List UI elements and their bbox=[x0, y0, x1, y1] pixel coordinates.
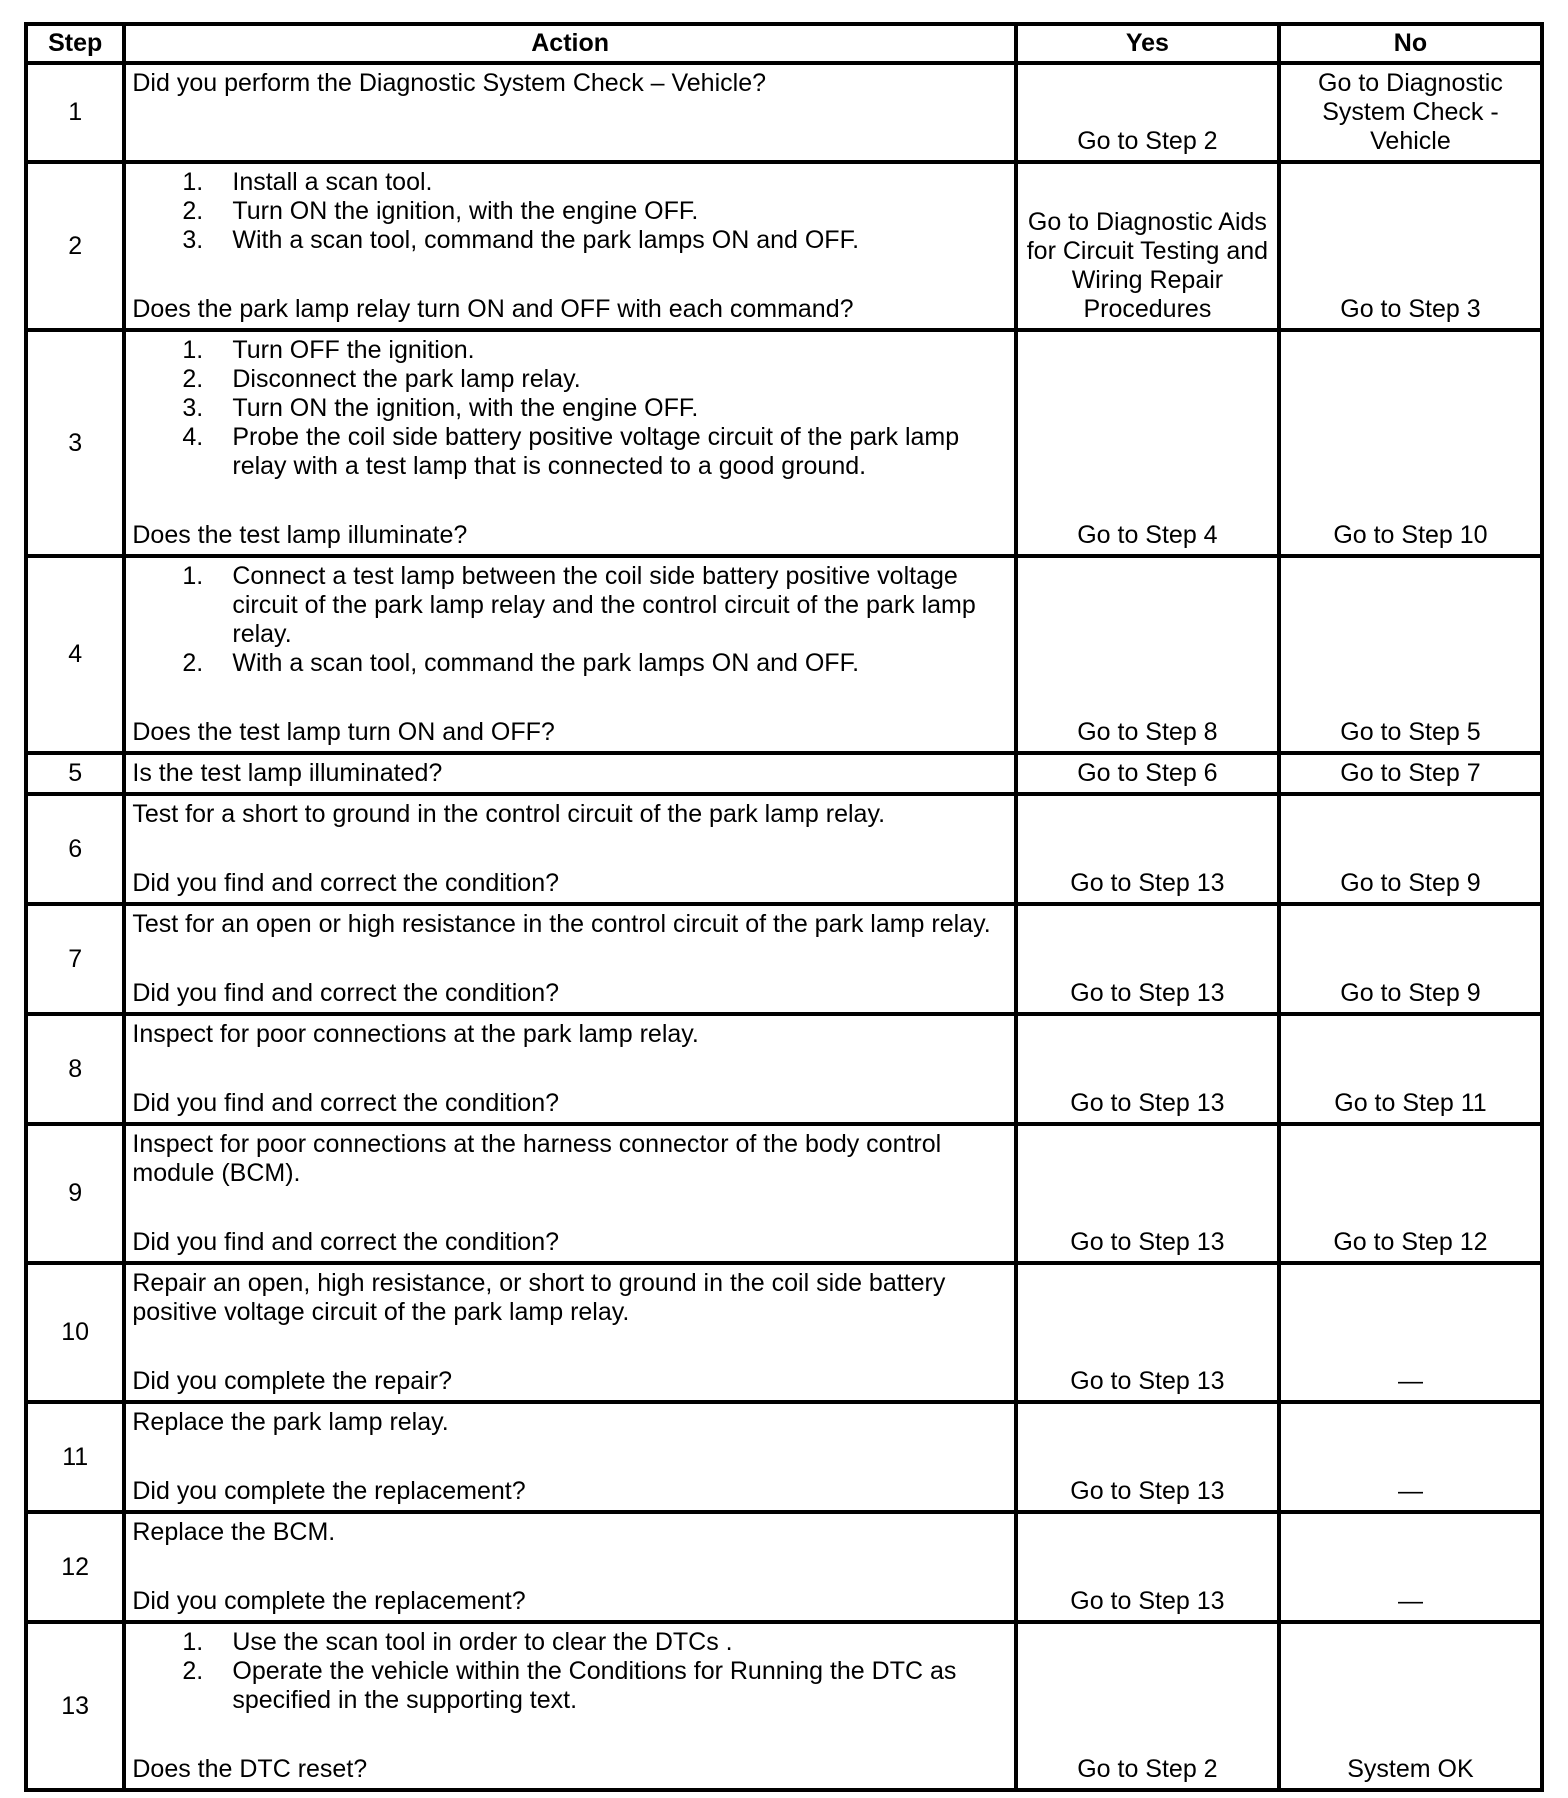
substep-number: 1. bbox=[182, 168, 204, 196]
action-cell bbox=[124, 1124, 1016, 1263]
action-text: Inspect for poor connections at the harness connector of the body control module (BCM). bbox=[132, 1130, 942, 1187]
header-step: Step bbox=[26, 24, 124, 63]
step-number: 6 bbox=[26, 794, 124, 904]
substep bbox=[132, 1657, 1008, 1715]
action-cell bbox=[124, 1512, 1016, 1622]
no-cell: Go to Step 5 bbox=[1279, 556, 1542, 753]
question-text: Did you complete the replacement? bbox=[132, 1587, 526, 1615]
no-cell: Go to Step 7 bbox=[1279, 753, 1542, 794]
step-number: 5 bbox=[26, 753, 124, 794]
substep-number: 1. bbox=[182, 1628, 204, 1656]
substep-text: Disconnect the park lamp relay. bbox=[232, 365, 581, 393]
step-number: 1 bbox=[26, 63, 124, 162]
substep-number: 1. bbox=[182, 336, 204, 364]
substep-text: Use the scan tool in order to clear the DTCs . bbox=[232, 1628, 733, 1656]
yes-cell: Go to Step 13 bbox=[1016, 1512, 1279, 1622]
action-cell bbox=[124, 753, 1016, 794]
step-number: 3 bbox=[26, 330, 124, 556]
yes-cell: Go to Step 2 bbox=[1016, 63, 1279, 162]
substep-text: Turn OFF the ignition. bbox=[232, 336, 475, 364]
step-number: 4 bbox=[26, 556, 124, 753]
no-cell: Go to Step 9 bbox=[1279, 904, 1542, 1014]
yes-cell: Go to Step 13 bbox=[1016, 1402, 1279, 1512]
table-row bbox=[26, 1124, 1542, 1263]
header-yes: Yes bbox=[1016, 24, 1279, 63]
substep-number: 2. bbox=[182, 197, 204, 225]
step-number: 7 bbox=[26, 904, 124, 1014]
substep bbox=[132, 365, 1008, 394]
table-row bbox=[26, 1014, 1542, 1124]
action-cell bbox=[124, 1263, 1016, 1402]
table-row bbox=[26, 753, 1542, 794]
action-text: Is the test lamp illuminated? bbox=[132, 759, 443, 787]
substep-text: Turn ON the ignition, with the engine OFF. bbox=[232, 394, 699, 422]
diagnostic-table bbox=[24, 22, 1544, 1792]
table-row bbox=[26, 330, 1542, 556]
substep-number: 3. bbox=[182, 394, 204, 422]
yes-cell: Go to Step 13 bbox=[1016, 794, 1279, 904]
table-row bbox=[26, 1263, 1542, 1402]
question-text: Does the park lamp relay turn ON and OFF with each command? bbox=[132, 295, 854, 323]
step-number: 12 bbox=[26, 1512, 124, 1622]
table-row bbox=[26, 1512, 1542, 1622]
table-row bbox=[26, 63, 1542, 162]
action-cell bbox=[124, 904, 1016, 1014]
yes-cell: Go to Step 8 bbox=[1016, 556, 1279, 753]
yes-cell: Go to Step 13 bbox=[1016, 1263, 1279, 1402]
action-text: Test for a short to ground in the control circuit of the park lamp relay. bbox=[132, 800, 886, 828]
substep-number: 2. bbox=[182, 649, 204, 677]
yes-cell: Go to Step 6 bbox=[1016, 753, 1279, 794]
substep bbox=[132, 649, 1008, 678]
table-row bbox=[26, 556, 1542, 753]
step-number: 2 bbox=[26, 162, 124, 330]
question-text: Did you find and correct the condition? bbox=[132, 1089, 560, 1117]
question-text: Does the DTC reset? bbox=[132, 1755, 368, 1783]
table-row bbox=[26, 162, 1542, 330]
yes-cell: Go to Step 13 bbox=[1016, 1124, 1279, 1263]
substep-text: Connect a test lamp between the coil side battery positive voltage circuit of the park lamp relay and the control circuit of the park lamp relay. bbox=[232, 562, 976, 648]
yes-cell: Go to Diagnostic Aids for Circuit Testing and Wiring Repair Procedures bbox=[1016, 162, 1279, 330]
substep-list bbox=[132, 164, 1008, 255]
no-cell: Go to Diagnostic System Check - Vehicle bbox=[1279, 63, 1542, 162]
step-number: 9 bbox=[26, 1124, 124, 1263]
yes-cell: Go to Step 13 bbox=[1016, 904, 1279, 1014]
question-text: Did you complete the repair? bbox=[132, 1367, 452, 1395]
action-text: Replace the BCM. bbox=[132, 1518, 336, 1546]
question-text: Did you complete the replacement? bbox=[132, 1477, 526, 1505]
action-text: Test for an open or high resistance in the control circuit of the park lamp relay. bbox=[132, 910, 991, 938]
table-row bbox=[26, 794, 1542, 904]
step-number: 10 bbox=[26, 1263, 124, 1402]
substep-text: With a scan tool, command the park lamps ON and OFF. bbox=[232, 649, 860, 677]
substep-number: 2. bbox=[182, 1657, 204, 1685]
no-cell: Go to Step 12 bbox=[1279, 1124, 1542, 1263]
step-number: 11 bbox=[26, 1402, 124, 1512]
substep-list bbox=[132, 558, 1008, 678]
action-cell bbox=[124, 1014, 1016, 1124]
substep-list bbox=[132, 1624, 1008, 1715]
substep bbox=[132, 1628, 1008, 1657]
substep bbox=[132, 226, 1008, 255]
header-row bbox=[26, 24, 1542, 63]
yes-cell: Go to Step 13 bbox=[1016, 1014, 1279, 1124]
substep bbox=[132, 423, 1008, 481]
substep bbox=[132, 562, 1008, 649]
header-action: Action bbox=[124, 24, 1016, 63]
question-text: Does the test lamp turn ON and OFF? bbox=[132, 718, 555, 746]
substep-text: Probe the coil side battery positive voltage circuit of the park lamp relay with a test lamp that is connected to a good ground. bbox=[232, 423, 960, 480]
no-cell: — bbox=[1279, 1263, 1542, 1402]
substep-text: With a scan tool, command the park lamps ON and OFF. bbox=[232, 226, 860, 254]
action-cell bbox=[124, 794, 1016, 904]
header-no: No bbox=[1279, 24, 1542, 63]
action-text: Inspect for poor connections at the park lamp relay. bbox=[132, 1020, 699, 1048]
yes-cell: Go to Step 2 bbox=[1016, 1622, 1279, 1790]
question-text: Did you find and correct the condition? bbox=[132, 1228, 560, 1256]
no-cell: Go to Step 3 bbox=[1279, 162, 1542, 330]
substep-text: Install a scan tool. bbox=[232, 168, 433, 196]
yes-cell: Go to Step 4 bbox=[1016, 330, 1279, 556]
question-text: Did you find and correct the condition? bbox=[132, 869, 560, 897]
step-number: 8 bbox=[26, 1014, 124, 1124]
action-text: Replace the park lamp relay. bbox=[132, 1408, 449, 1436]
question-text: Does the test lamp illuminate? bbox=[132, 521, 468, 549]
action-cell bbox=[124, 1622, 1016, 1790]
substep bbox=[132, 336, 1008, 365]
substep bbox=[132, 168, 1008, 197]
action-cell bbox=[124, 63, 1016, 162]
substep-number: 1. bbox=[182, 562, 204, 590]
table-row bbox=[26, 1622, 1542, 1790]
action-cell bbox=[124, 556, 1016, 753]
substep bbox=[132, 394, 1008, 423]
step-number: 13 bbox=[26, 1622, 124, 1790]
action-text: Did you perform the Diagnostic System Check – Vehicle? bbox=[132, 69, 767, 97]
substep-list bbox=[132, 332, 1008, 481]
no-cell: Go to Step 9 bbox=[1279, 794, 1542, 904]
action-cell bbox=[124, 1402, 1016, 1512]
no-cell: System OK bbox=[1279, 1622, 1542, 1790]
no-cell: Go to Step 11 bbox=[1279, 1014, 1542, 1124]
substep-number: 4. bbox=[182, 423, 204, 451]
table-row bbox=[26, 904, 1542, 1014]
no-cell: Go to Step 10 bbox=[1279, 330, 1542, 556]
substep bbox=[132, 197, 1008, 226]
substep-number: 3. bbox=[182, 226, 204, 254]
substep-number: 2. bbox=[182, 365, 204, 393]
no-cell: — bbox=[1279, 1402, 1542, 1512]
question-text: Did you find and correct the condition? bbox=[132, 979, 560, 1007]
action-text: Repair an open, high resistance, or short to ground in the coil side battery positive voltage circuit of the park lamp relay. bbox=[132, 1269, 946, 1326]
table-row bbox=[26, 1402, 1542, 1512]
substep-text: Operate the vehicle within the Conditions for Running the DTC as specified in the supporting text. bbox=[232, 1657, 957, 1714]
substep-text: Turn ON the ignition, with the engine OFF. bbox=[232, 197, 699, 225]
action-cell bbox=[124, 330, 1016, 556]
action-cell bbox=[124, 162, 1016, 330]
no-cell: — bbox=[1279, 1512, 1542, 1622]
